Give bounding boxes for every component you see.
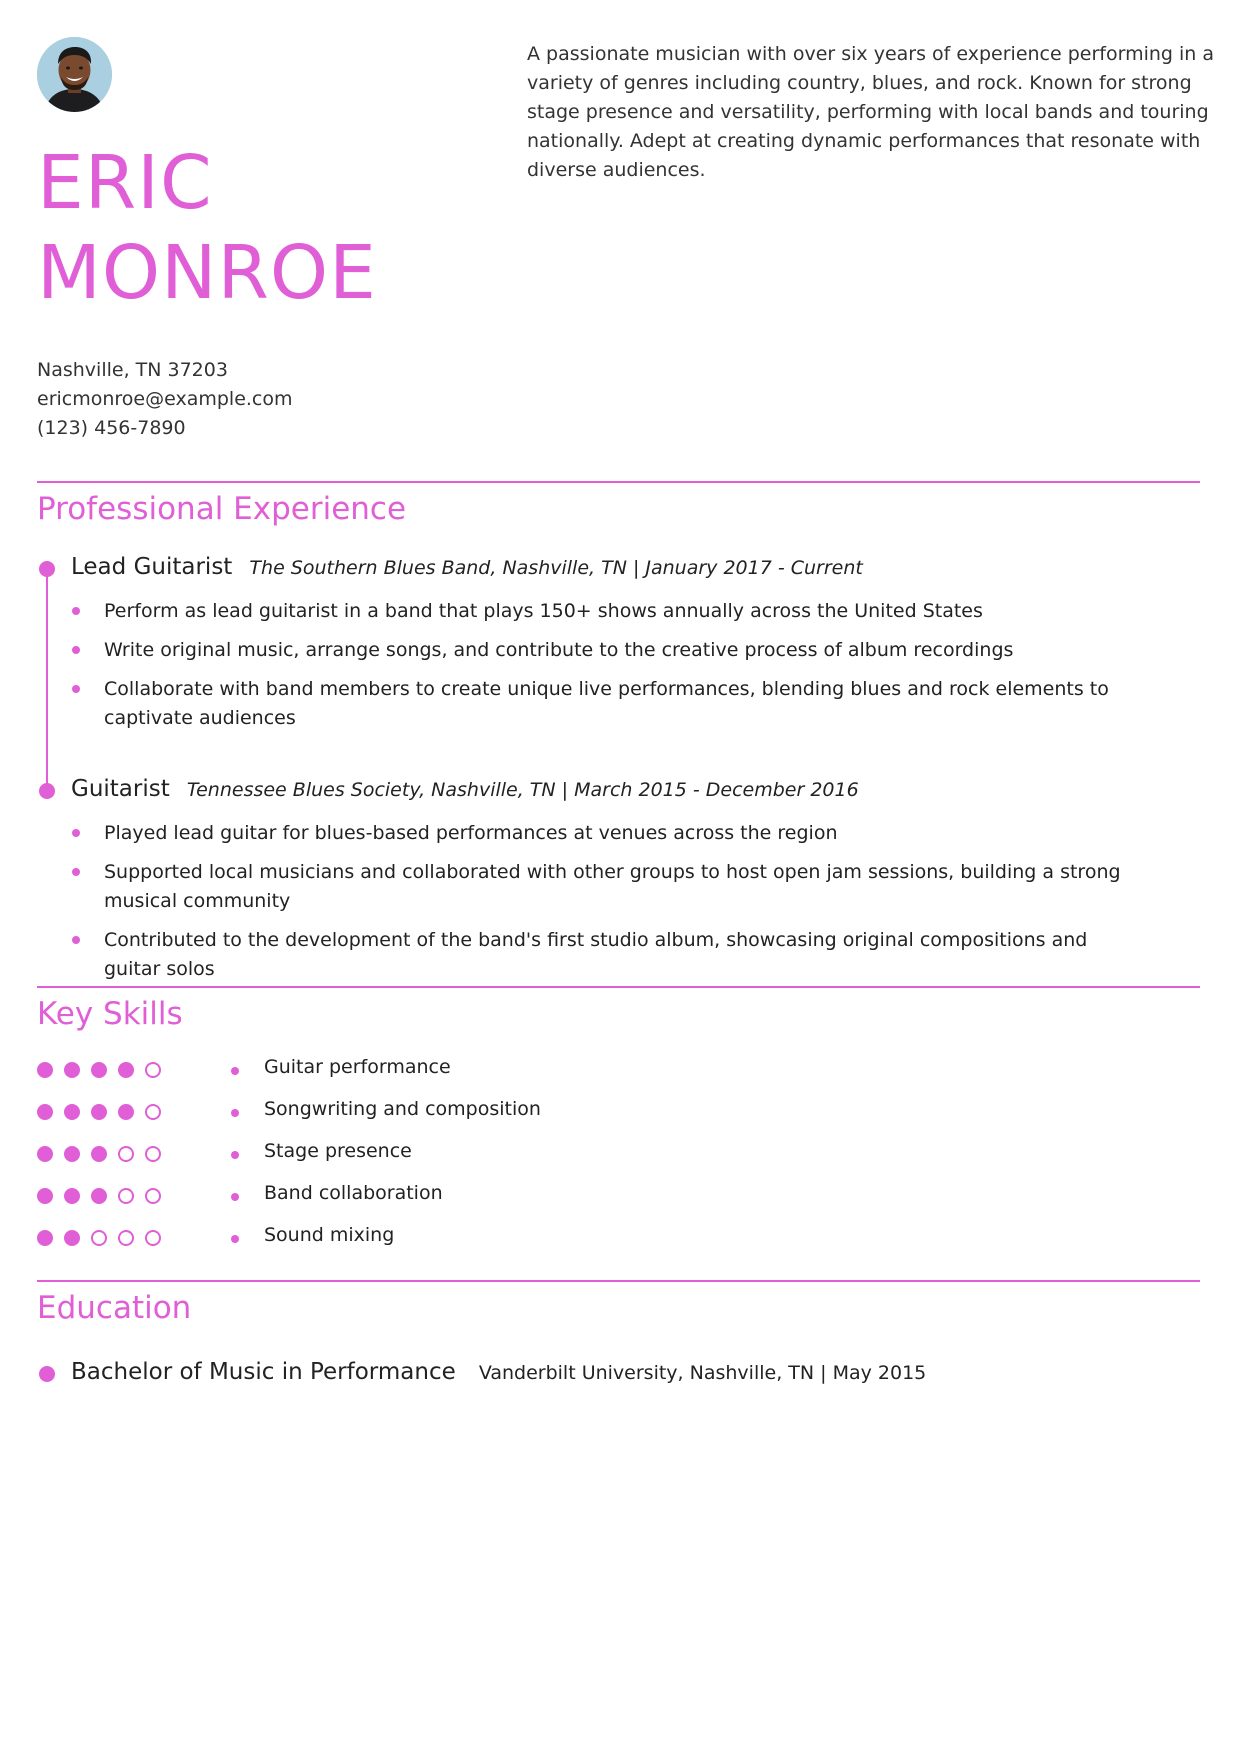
rating-dot-empty-icon — [91, 1230, 107, 1246]
skill-rating — [37, 1188, 161, 1204]
profile-summary: A passionate musician with over six years of experience performing in a variety of genres including country, blues, and rock. Known for strong stage presence and versatility, performing with local bands and touring nationally. Adept at creating dynamic performances that resonate with diverse audiences. — [527, 43, 1215, 181]
bullet-text: Perform as lead guitarist in a band that plays 150+ shows annually across the United States — [104, 600, 983, 622]
job-bullets — [71, 597, 1141, 733]
section-divider — [37, 481, 1200, 483]
skill-rating — [37, 1230, 161, 1246]
skill-rating — [37, 1104, 161, 1120]
bullet-icon — [231, 1109, 239, 1117]
timeline-dot — [39, 1366, 55, 1382]
timeline-dot — [39, 561, 55, 577]
first-name: ERIC — [37, 140, 213, 226]
rating-dot-filled-icon — [64, 1062, 80, 1078]
job-meta: Tennessee Blues Society, Nashville, TN | March 2015 - December 2016 — [186, 779, 859, 801]
bullet-icon — [72, 868, 80, 876]
rating-dot-filled-icon — [64, 1104, 80, 1120]
list-item — [71, 858, 1141, 916]
rating-dot-filled-icon — [37, 1146, 53, 1162]
rating-dot-filled-icon — [37, 1062, 53, 1078]
rating-dot-filled-icon — [118, 1062, 134, 1078]
list-item — [71, 597, 1141, 626]
rating-dot-filled-icon — [91, 1062, 107, 1078]
education-entry — [71, 1359, 926, 1385]
contact-info — [37, 356, 293, 443]
skill-label: Band collaboration — [264, 1182, 443, 1204]
skill-row — [37, 1098, 737, 1143]
skill-row — [37, 1140, 737, 1185]
bullet-text: Contributed to the development of the band's first studio album, showcasing original compositions and guitar solos — [104, 929, 1088, 980]
skills-list — [37, 1056, 737, 1269]
skill-row — [37, 1224, 737, 1269]
job-title: Lead Guitarist — [71, 554, 233, 580]
bullet-icon — [72, 607, 80, 615]
skill-label: Guitar performance — [264, 1056, 451, 1078]
bullet-icon — [72, 936, 80, 944]
rating-dot-filled-icon — [64, 1146, 80, 1162]
skill-row — [37, 1182, 737, 1227]
rating-dot-empty-icon — [145, 1104, 161, 1120]
job-header — [71, 776, 859, 802]
timeline-line — [46, 570, 48, 792]
section-title-education: Education — [37, 1290, 192, 1326]
rating-dot-filled-icon — [91, 1146, 107, 1162]
avatar — [37, 37, 112, 112]
skill-label: Sound mixing — [264, 1224, 395, 1246]
bullet-icon — [231, 1067, 239, 1075]
bullet-icon — [72, 646, 80, 654]
job-meta: The Southern Blues Band, Nashville, TN | January 2017 - Current — [249, 557, 863, 579]
list-item — [71, 636, 1141, 665]
rating-dot-filled-icon — [37, 1230, 53, 1246]
skill-row — [37, 1056, 737, 1101]
rating-dot-filled-icon — [37, 1188, 53, 1204]
rating-dot-filled-icon — [91, 1188, 107, 1204]
rating-dot-filled-icon — [37, 1104, 53, 1120]
rating-dot-filled-icon — [64, 1230, 80, 1246]
rating-dot-filled-icon — [64, 1188, 80, 1204]
rating-dot-filled-icon — [118, 1104, 134, 1120]
bullet-text: Played lead guitar for blues-based performances at venues across the region — [104, 822, 838, 844]
section-title-experience: Professional Experience — [37, 491, 407, 527]
section-divider — [37, 986, 1200, 988]
rating-dot-empty-icon — [118, 1188, 134, 1204]
job-header — [71, 554, 863, 580]
bullet-icon — [231, 1151, 239, 1159]
bullet-icon — [72, 685, 80, 693]
rating-dot-empty-icon — [145, 1188, 161, 1204]
bullet-icon — [231, 1235, 239, 1243]
contact-phone: (123) 456-7890 — [37, 417, 186, 439]
rating-dot-filled-icon — [91, 1104, 107, 1120]
skill-rating — [37, 1146, 161, 1162]
skill-label: Songwriting and composition — [264, 1098, 541, 1120]
contact-email: ericmonroe@example.com — [37, 388, 293, 410]
skill-rating — [37, 1062, 161, 1078]
bullet-icon — [231, 1193, 239, 1201]
education-meta: Vanderbilt University, Nashville, TN | May 2015 — [478, 1362, 927, 1384]
contact-location: Nashville, TN 37203 — [37, 359, 228, 381]
candidate-name — [37, 138, 377, 318]
bullet-icon — [72, 829, 80, 837]
rating-dot-empty-icon — [145, 1062, 161, 1078]
list-item — [71, 926, 1141, 984]
rating-dot-empty-icon — [145, 1146, 161, 1162]
bullet-text: Collaborate with band members to create unique live performances, blending blues and rock elements to captivate audiences — [104, 678, 1109, 729]
person-photo-icon — [37, 37, 112, 112]
section-title-skills: Key Skills — [37, 996, 183, 1032]
list-item — [71, 819, 1141, 848]
job-bullets — [71, 819, 1141, 984]
bullet-text: Supported local musicians and collaborated with other groups to host open jam sessions, building a strong musical community — [104, 861, 1121, 912]
rating-dot-empty-icon — [118, 1230, 134, 1246]
rating-dot-empty-icon — [118, 1146, 134, 1162]
section-divider — [37, 1280, 1200, 1282]
list-item — [71, 675, 1141, 733]
rating-dot-empty-icon — [145, 1230, 161, 1246]
bullet-text: Write original music, arrange songs, and contribute to the creative process of album recordings — [104, 639, 1014, 661]
last-name: MONROE — [37, 230, 377, 316]
timeline-dot — [39, 783, 55, 799]
education-degree: Bachelor of Music in Performance — [71, 1359, 456, 1385]
job-title: Guitarist — [71, 776, 170, 802]
skill-label: Stage presence — [264, 1140, 412, 1162]
